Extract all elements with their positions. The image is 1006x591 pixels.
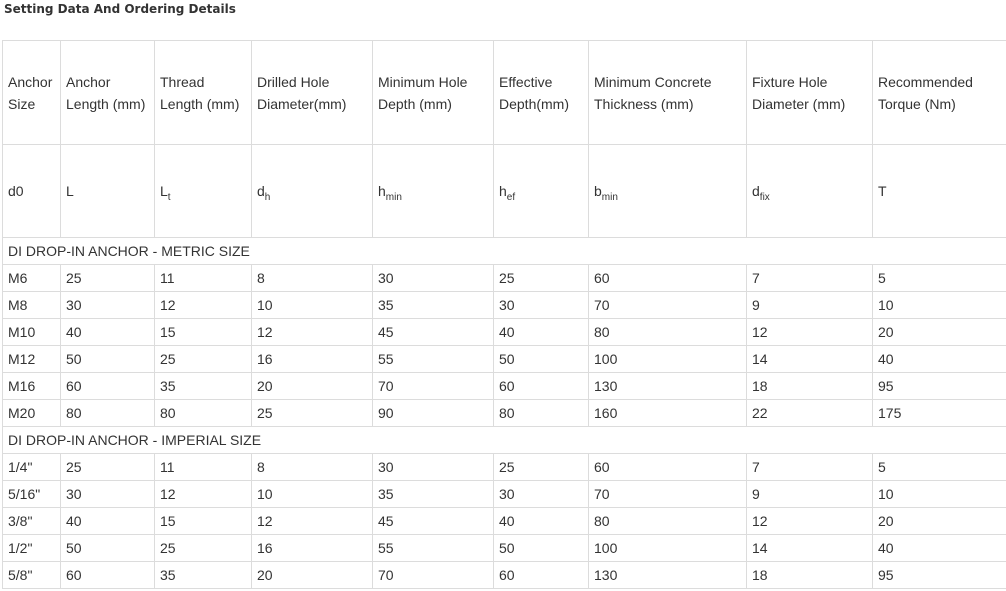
symbol-cell: d0 <box>3 145 61 238</box>
header-row <box>3 41 1006 145</box>
symbol-cell: $d_h$ <box>252 145 373 238</box>
table-cell: 25 <box>155 535 252 562</box>
table-cell: 12 <box>252 319 373 346</box>
table-cell: 11 <box>155 265 252 292</box>
table-cell: 60 <box>589 265 747 292</box>
section-row <box>3 238 1006 265</box>
table-cell: 1/4" <box>3 454 61 481</box>
symbol-cell: $L_t$ <box>155 145 252 238</box>
header-cell: Anchor Size <box>3 41 61 145</box>
table-cell: M10 <box>3 319 61 346</box>
table-cell: 10 <box>873 292 1006 319</box>
table-cell: 60 <box>61 373 155 400</box>
header-cell: Minimum Hole Depth (mm) <box>373 41 494 145</box>
table-cell: 50 <box>494 346 589 373</box>
symbol-row <box>3 145 1006 238</box>
table-cell: 80 <box>494 400 589 427</box>
table-cell: 35 <box>373 481 494 508</box>
table-cell: 50 <box>494 535 589 562</box>
table-cell: 70 <box>589 292 747 319</box>
table-cell: 16 <box>252 346 373 373</box>
table-row <box>3 481 1006 508</box>
table-cell: 12 <box>252 508 373 535</box>
table-cell: 40 <box>494 508 589 535</box>
table-cell: 30 <box>373 454 494 481</box>
table-cell: 60 <box>494 562 589 589</box>
table-cell: 10 <box>252 481 373 508</box>
table-cell: 60 <box>61 562 155 589</box>
table-cell: 15 <box>155 508 252 535</box>
table-cell: 25 <box>61 454 155 481</box>
header-cell: Effective Depth(mm) <box>494 41 589 145</box>
table-cell: M8 <box>3 292 61 319</box>
table-cell: M6 <box>3 265 61 292</box>
table-cell: 100 <box>589 535 747 562</box>
table-container[interactable] <box>2 40 1006 591</box>
symbol-cell: L <box>61 145 155 238</box>
table-cell: 80 <box>155 400 252 427</box>
table-row <box>3 400 1006 427</box>
table-cell: 25 <box>494 265 589 292</box>
section-label: DI DROP-IN ANCHOR - METRIC SIZE <box>3 238 1006 265</box>
table-cell: 5/8" <box>3 562 61 589</box>
table-cell: 30 <box>61 481 155 508</box>
table-row <box>3 265 1006 292</box>
table-cell: 9 <box>747 292 873 319</box>
table-cell: 5/16" <box>3 481 61 508</box>
table-cell: 25 <box>155 346 252 373</box>
table-cell: 90 <box>373 400 494 427</box>
table-cell: 3/8" <box>3 508 61 535</box>
table-cell: 20 <box>873 319 1006 346</box>
table-cell: 30 <box>494 292 589 319</box>
table-cell: 8 <box>252 454 373 481</box>
table-cell: 55 <box>373 346 494 373</box>
table-cell: 100 <box>589 346 747 373</box>
table-cell: 40 <box>61 319 155 346</box>
table-cell: 20 <box>252 562 373 589</box>
table-cell: 14 <box>747 346 873 373</box>
table-cell: 12 <box>155 481 252 508</box>
table-cell: 80 <box>589 508 747 535</box>
table-cell: 35 <box>155 373 252 400</box>
section-label: DI DROP-IN ANCHOR - IMPERIAL SIZE <box>3 427 1006 454</box>
page-title: Setting Data And Ordering Details <box>4 2 236 16</box>
table-cell: 10 <box>252 292 373 319</box>
table-row <box>3 319 1006 346</box>
table-cell: 40 <box>494 319 589 346</box>
symbol-cell: $h_{min}$ <box>373 145 494 238</box>
table-cell: M12 <box>3 346 61 373</box>
table-cell: 10 <box>873 481 1006 508</box>
section-row <box>3 427 1006 454</box>
table-cell: 5 <box>873 454 1006 481</box>
table-cell: 50 <box>61 346 155 373</box>
table-row <box>3 292 1006 319</box>
table-cell: 18 <box>747 562 873 589</box>
table-cell: 25 <box>61 265 155 292</box>
table-cell: 30 <box>61 292 155 319</box>
table-cell: 70 <box>373 373 494 400</box>
table-cell: 40 <box>873 346 1006 373</box>
symbol-cell: $b_{min}$ <box>589 145 747 238</box>
table-cell: 8 <box>252 265 373 292</box>
table-cell: 40 <box>61 508 155 535</box>
table-cell: 9 <box>747 481 873 508</box>
table-row <box>3 535 1006 562</box>
header-cell: Minimum Concrete Thickness (mm) <box>589 41 747 145</box>
table-cell: 22 <box>747 400 873 427</box>
table-cell: 50 <box>61 535 155 562</box>
table-cell: 35 <box>373 292 494 319</box>
table-cell: 30 <box>494 481 589 508</box>
table-cell: 95 <box>873 373 1006 400</box>
table-cell: 45 <box>373 508 494 535</box>
table-row <box>3 508 1006 535</box>
table-cell: 160 <box>589 400 747 427</box>
table-cell: 25 <box>252 400 373 427</box>
table-cell: 20 <box>252 373 373 400</box>
header-cell: Anchor Length (mm) <box>61 41 155 145</box>
symbol-cell: T <box>873 145 1006 238</box>
table-body <box>3 41 1006 589</box>
table-cell: 12 <box>747 508 873 535</box>
table-cell: 70 <box>373 562 494 589</box>
table-cell: 60 <box>589 454 747 481</box>
table-cell: 15 <box>155 319 252 346</box>
table-row <box>3 373 1006 400</box>
table-cell: 35 <box>155 562 252 589</box>
table-cell: 70 <box>589 481 747 508</box>
table-cell: 14 <box>747 535 873 562</box>
table-cell: 130 <box>589 373 747 400</box>
table-cell: 7 <box>747 454 873 481</box>
table-cell: M16 <box>3 373 61 400</box>
table-cell: 40 <box>873 535 1006 562</box>
table-row <box>3 454 1006 481</box>
table-cell: 25 <box>494 454 589 481</box>
table-cell: 11 <box>155 454 252 481</box>
table-cell: 95 <box>873 562 1006 589</box>
header-cell: Recommended Torque (Nm) <box>873 41 1006 145</box>
table-cell: 12 <box>747 319 873 346</box>
table-cell: 130 <box>589 562 747 589</box>
table-cell: 60 <box>494 373 589 400</box>
table-cell: 1/2" <box>3 535 61 562</box>
table-cell: 18 <box>747 373 873 400</box>
table-cell: M20 <box>3 400 61 427</box>
symbol-cell: $h_{ef}$ <box>494 145 589 238</box>
header-cell: Fixture Hole Diameter (mm) <box>747 41 873 145</box>
table-cell: 5 <box>873 265 1006 292</box>
table-cell: 55 <box>373 535 494 562</box>
setting-data-table <box>2 40 1006 589</box>
table-cell: 30 <box>373 265 494 292</box>
header-cell: Drilled Hole Diameter(mm) <box>252 41 373 145</box>
header-cell: Thread Length (mm) <box>155 41 252 145</box>
table-row <box>3 562 1006 589</box>
table-cell: 175 <box>873 400 1006 427</box>
table-cell: 45 <box>373 319 494 346</box>
table-cell: 20 <box>873 508 1006 535</box>
table-cell: 80 <box>61 400 155 427</box>
symbol-cell: $d_{fix}$ <box>747 145 873 238</box>
table-cell: 7 <box>747 265 873 292</box>
table-cell: 80 <box>589 319 747 346</box>
table-cell: 16 <box>252 535 373 562</box>
table-cell: 12 <box>155 292 252 319</box>
table-row <box>3 346 1006 373</box>
